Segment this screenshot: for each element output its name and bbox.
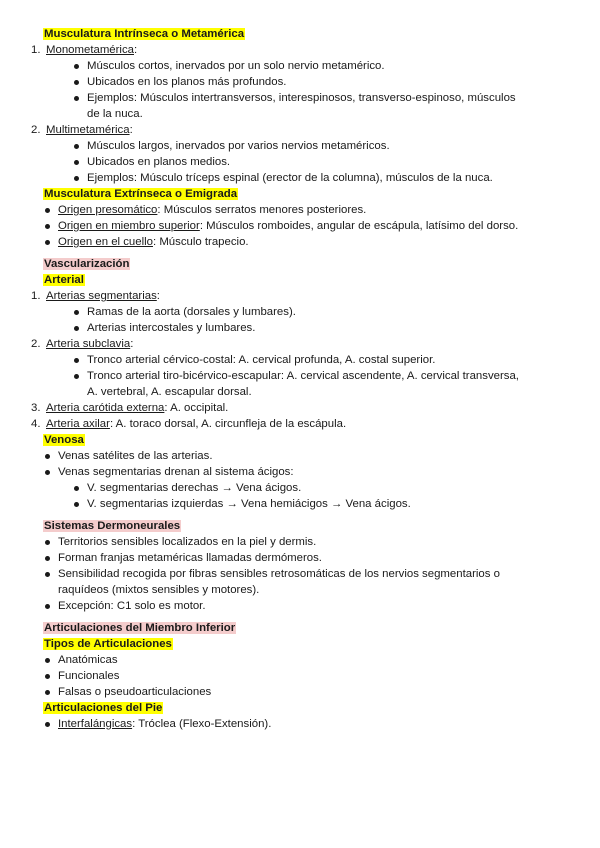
list-item: Interfalángicas: Tróclea (Flexo-Extensión). <box>43 716 570 732</box>
list-item: Ramas de la aorta (dorsales y lumbares). <box>43 304 570 320</box>
item-label: Monometamérica <box>46 44 134 56</box>
bullet-icon <box>45 224 50 229</box>
bullet-icon <box>45 722 50 727</box>
numbered-item: 2. Multimetamérica: <box>31 124 133 136</box>
list-item: Territorios sensibles localizados en la piel y dermis. <box>43 534 570 550</box>
list-item: Origen en miembro superior: Músculos romboides, angular de escápula, latísimo del dorso. <box>43 218 570 234</box>
bullet-icon <box>45 674 50 679</box>
list-item: Ubicados en los planos más profundos. <box>43 74 570 90</box>
bullet-icon <box>45 540 50 545</box>
item-number: 1. <box>31 290 41 302</box>
list-item-continuation: A. vertebral, A. escapular dorsal. <box>87 386 252 398</box>
numbered-item: 4. Arteria axilar: A. toraco dorsal, A. circunfleja de la escápula. <box>31 418 347 430</box>
bullet-icon <box>45 572 50 577</box>
list-item: Tronco arterial tiro-bicérvico-escapular: A. cervical ascendente, A. cervical transversa, <box>43 368 570 384</box>
list-item: Excepción: C1 solo es motor. <box>43 598 570 614</box>
list-item: Funcionales <box>43 668 570 684</box>
subsection-heading: Venosa <box>44 434 84 446</box>
bullet-icon <box>45 240 50 245</box>
list-item: Músculos cortos, inervados por un solo nervio metamérico. <box>43 58 570 74</box>
bullet-icon <box>45 658 50 663</box>
bullet-icon <box>45 208 50 213</box>
list-item: Arterias intercostales y lumbares. <box>43 320 570 336</box>
bullet-icon <box>45 690 50 695</box>
section-heading: Articulaciones del Miembro Inferior <box>44 622 236 634</box>
item-label: Multimetamérica <box>46 124 130 136</box>
list-item: V. segmentarias derechas → Vena ácigos. <box>43 480 570 496</box>
bullet-icon <box>74 64 79 69</box>
item-number: 4. <box>31 418 41 430</box>
item-number: 1. <box>31 44 41 56</box>
bullet-icon <box>74 310 79 315</box>
bullet-icon <box>45 470 50 475</box>
list-item: Falsas o pseudoarticulaciones <box>43 684 570 700</box>
section-heading: Vascularización <box>44 258 130 270</box>
subsection-heading: Arterial <box>44 274 84 286</box>
bullet-icon <box>74 486 79 491</box>
list-item: Origen presomático: Músculos serratos menores posteriores. <box>43 202 570 218</box>
section-heading: Sistemas Dermoneurales <box>44 520 181 532</box>
bullet-icon <box>74 176 79 181</box>
bullet-icon <box>74 96 79 101</box>
list-item: Anatómicas <box>43 652 570 668</box>
list-item: Sensibilidad recogida por fibras sensibles retrosomáticas de los nervios segmentarios o <box>43 566 570 582</box>
list-item: V. segmentarias izquierdas → Vena hemiácigos → Vena ácigos. <box>43 496 570 512</box>
numbered-item: 3. Arteria carótida externa: A. occipital. <box>31 402 229 414</box>
list-item: Venas segmentarias drenan al sistema ácigos: <box>43 464 570 480</box>
bullet-icon <box>74 80 79 85</box>
bullet-icon <box>45 604 50 609</box>
bullet-icon <box>45 556 50 561</box>
numbered-item: 1. Arterias segmentarias: <box>31 290 160 302</box>
list-item: Ubicados en planos medios. <box>43 154 570 170</box>
subsection-heading: Tipos de Articulaciones <box>44 638 172 650</box>
numbered-item: 2. Arteria subclavia: <box>31 338 134 350</box>
section-heading: Musculatura Intrínseca o Metamérica <box>44 28 245 40</box>
list-item: Venas satélites de las arterias. <box>43 448 570 464</box>
list-item-continuation: raquídeos (mixtos sensibles y motores). <box>58 584 260 596</box>
bullet-icon <box>74 374 79 379</box>
bullet-icon <box>74 502 79 507</box>
list-item: Forman franjas metaméricas llamadas dermómeros. <box>43 550 570 566</box>
list-item-continuation: de la nuca. <box>87 108 143 120</box>
bullet-icon <box>74 160 79 165</box>
bullet-icon <box>74 358 79 363</box>
list-item: Origen en el cuello: Músculo trapecio. <box>43 234 570 250</box>
item-number: 3. <box>31 402 41 414</box>
numbered-item: 1. Monometamérica: <box>31 44 138 56</box>
item-number: 2. <box>31 338 41 350</box>
section-heading: Musculatura Extrínseca o Emigrada <box>44 188 238 200</box>
list-item: Músculos largos, inervados por varios nervios metaméricos. <box>43 138 570 154</box>
item-number: 2. <box>31 124 41 136</box>
list-item: Ejemplos: Músculos intertransversos, interespinosos, transverso-espinoso, músculos <box>43 90 570 106</box>
bullet-icon <box>74 326 79 331</box>
list-item: Ejemplos: Músculo tríceps espinal (erector de la columna), músculos de la nuca. <box>43 170 570 186</box>
list-item: Tronco arterial cérvico-costal: A. cervical profunda, A. costal superior. <box>43 352 570 368</box>
subsection-heading: Articulaciones del Pie <box>44 702 163 714</box>
bullet-icon <box>74 144 79 149</box>
bullet-icon <box>45 454 50 459</box>
